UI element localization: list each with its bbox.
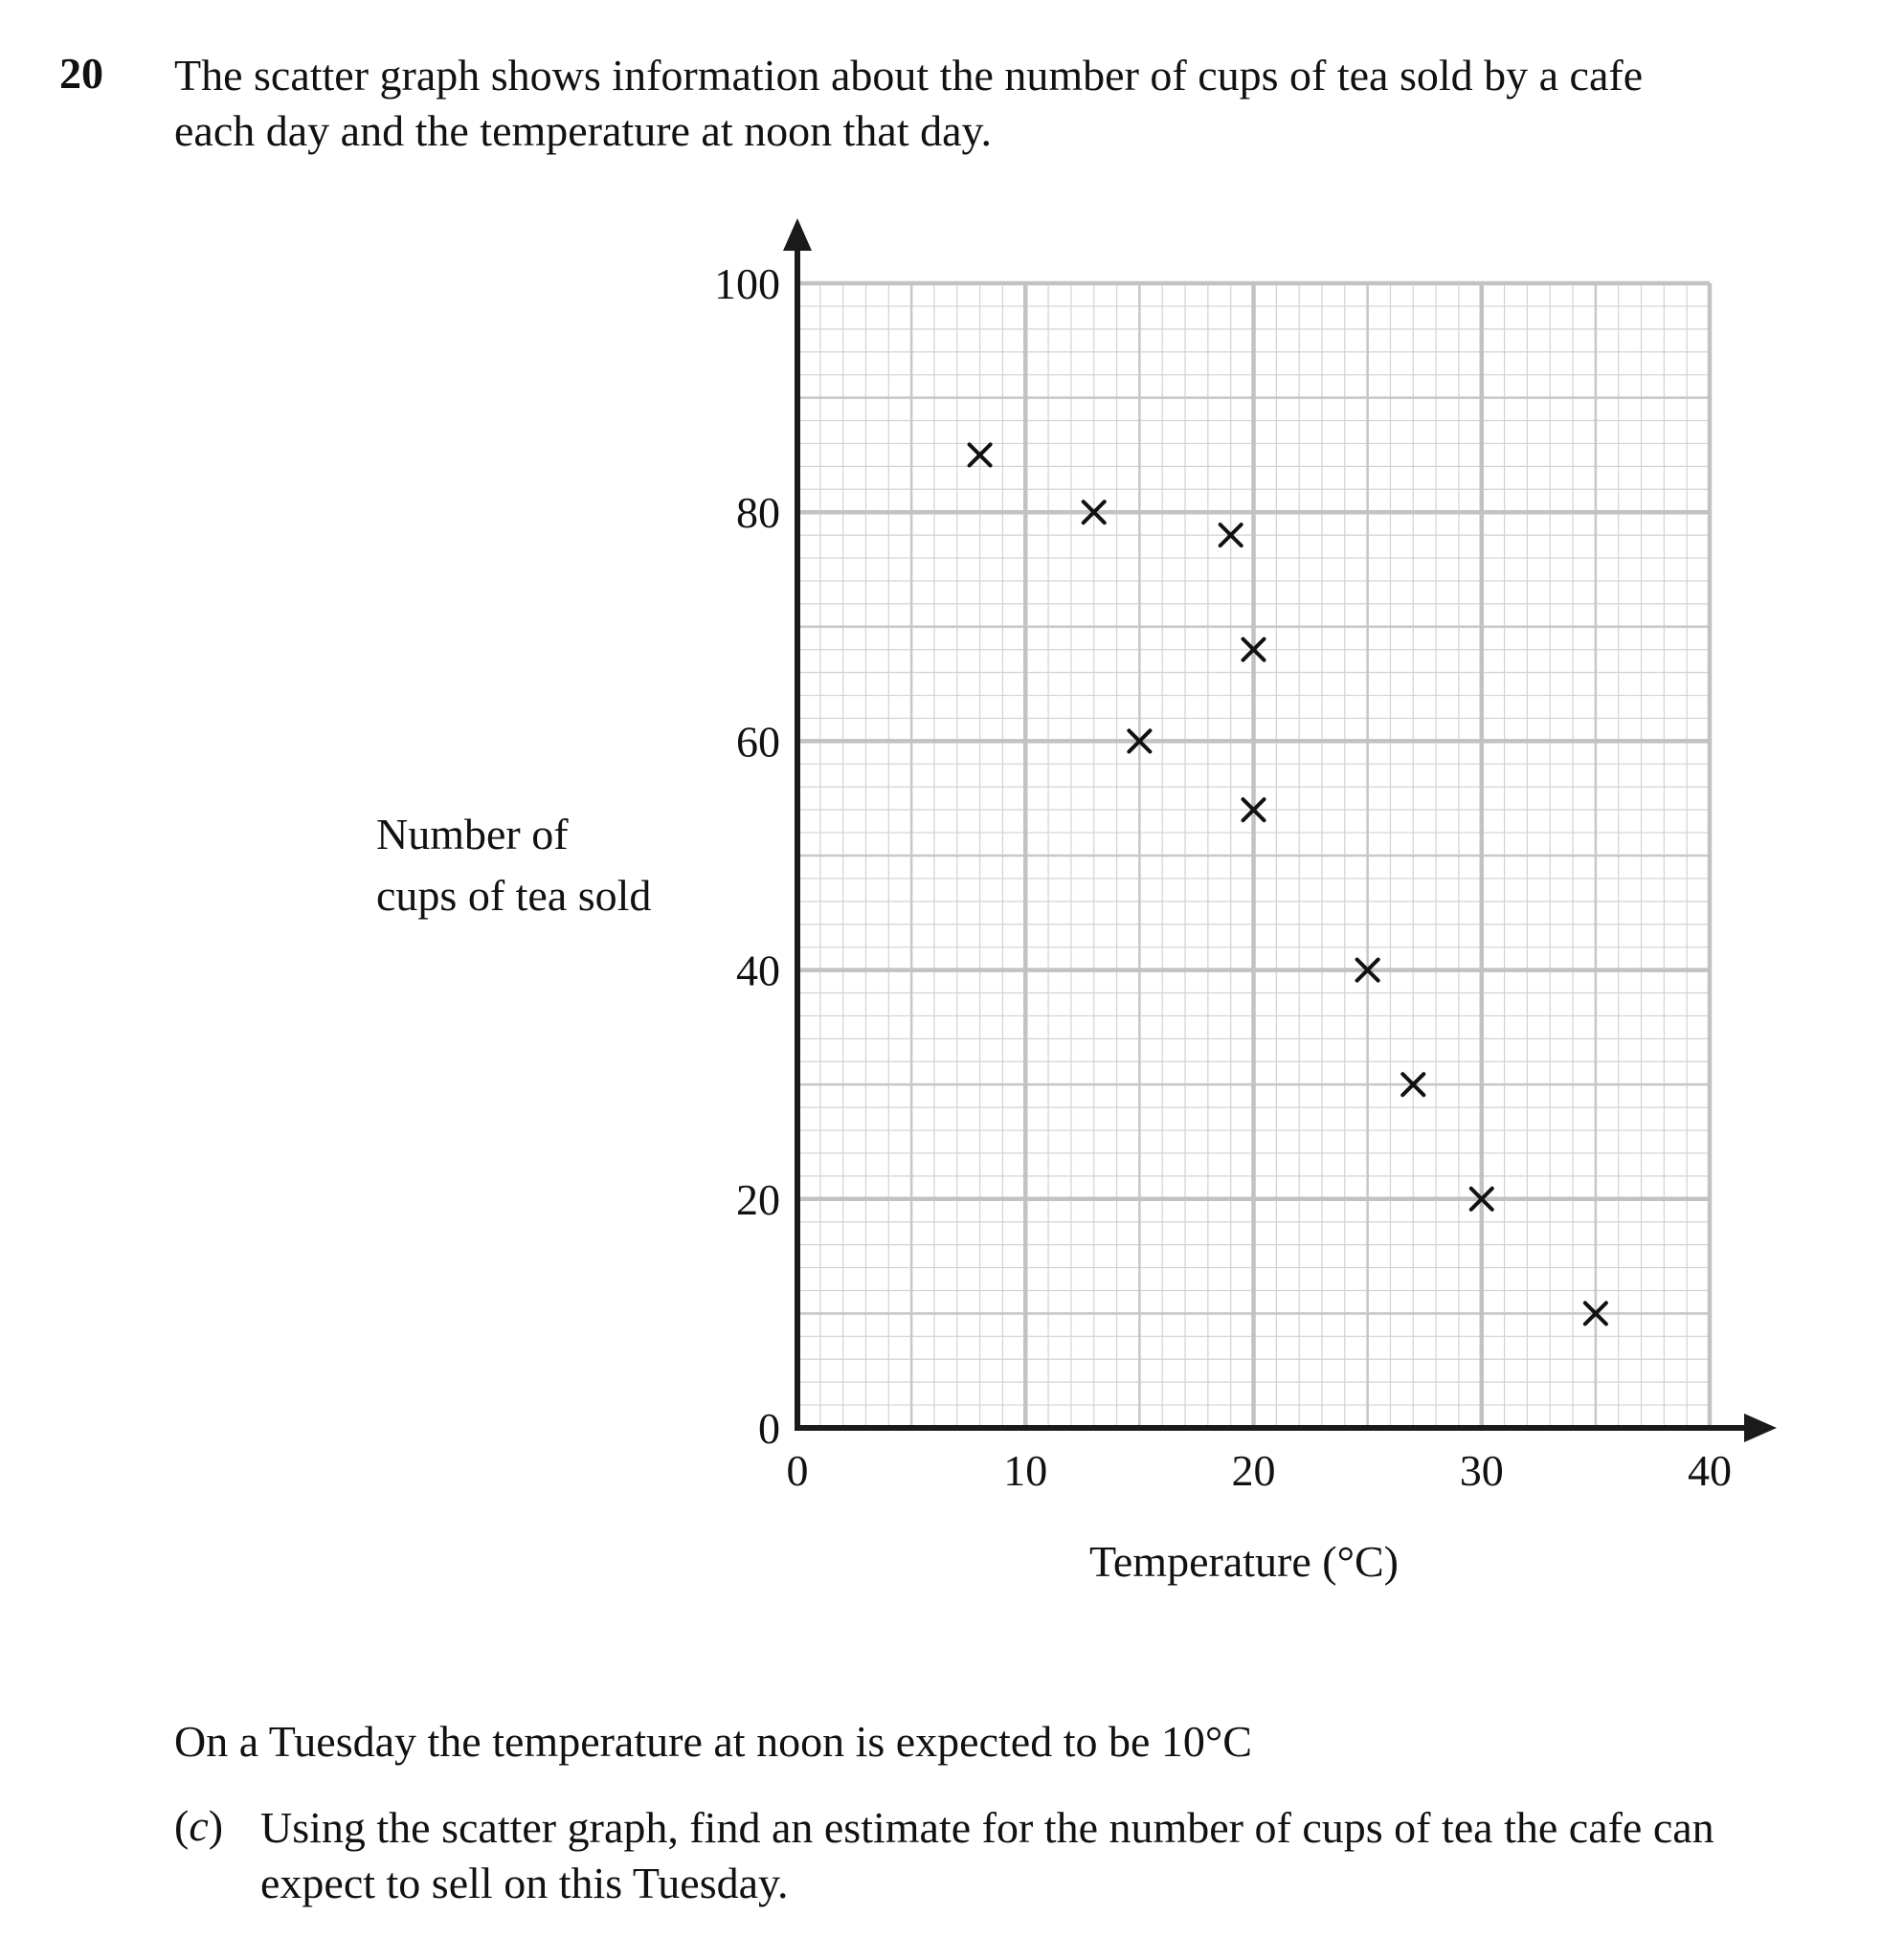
- y-tick-label: 60: [736, 717, 780, 767]
- x-axis-label: Temperature (°C): [1089, 1537, 1399, 1586]
- intro-line-2: each day and the temperature at noon that day.: [174, 106, 993, 155]
- y-tick-label: 100: [714, 259, 780, 308]
- x-tick-label: 30: [1459, 1446, 1504, 1495]
- y-tick-label: 40: [736, 946, 780, 995]
- data-points: [970, 444, 1606, 1324]
- part-c-line-2: expect to sell on this Tuesday.: [260, 1859, 789, 1907]
- part-c-letter: c: [189, 1801, 209, 1850]
- x-tick-label: 40: [1688, 1446, 1732, 1495]
- y-axis-arrow: [783, 218, 812, 251]
- x-axis-arrow: [1744, 1414, 1777, 1442]
- y-tick-label: 80: [736, 488, 780, 538]
- y-tick-label: 20: [736, 1174, 780, 1224]
- y-axis-label-line-2: cups of tea sold: [376, 871, 652, 920]
- tuesday-info: On a Tuesday the temperature at noon is expected to be 10°C: [174, 1717, 1252, 1766]
- y-tick-labels: [714, 259, 780, 1453]
- axes: [783, 218, 1777, 1442]
- y-axis-label-line-1: Number of: [376, 810, 569, 858]
- question-number: 20: [59, 49, 103, 98]
- part-c-label: (c): [174, 1801, 224, 1850]
- y-axis-label: [376, 804, 651, 926]
- y-tick-label: 0: [758, 1404, 780, 1453]
- part-c-line-1: Using the scatter graph, find an estimate for the number of cups of tea the cafe can: [260, 1803, 1714, 1852]
- x-tick-label: 20: [1231, 1446, 1276, 1495]
- intro-line-1: The scatter graph shows information about the number of cups of tea sold by a cafe: [174, 51, 1644, 100]
- part-c-question: [260, 1800, 1888, 1911]
- x-tick-label: 10: [1003, 1446, 1048, 1495]
- x-tick-labels: [787, 1446, 1733, 1495]
- x-tick-label: 0: [786, 1446, 809, 1495]
